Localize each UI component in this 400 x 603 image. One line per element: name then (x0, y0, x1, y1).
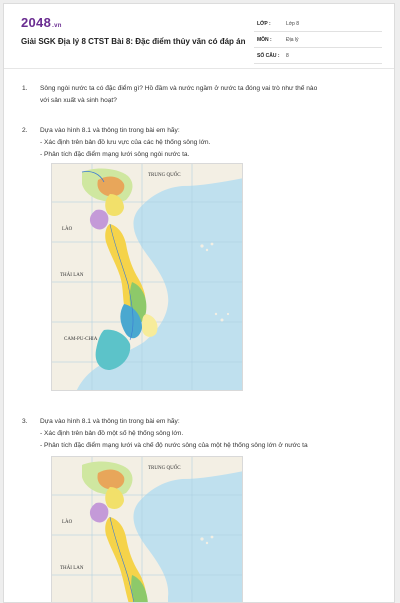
meta-value: Địa lý (286, 37, 299, 43)
vietnam-map-image (52, 164, 243, 391)
map-label-laos: LÀO (62, 227, 73, 232)
logo-tld: .vn (52, 23, 62, 29)
document-page (3, 3, 395, 603)
river-map-figure-q2 (51, 163, 243, 391)
document-header (4, 4, 394, 68)
site-logo[interactable] (21, 15, 62, 30)
map-label-laos: LÀO (62, 520, 73, 525)
meta-row-count (254, 48, 382, 64)
vietnam-map-image (52, 457, 243, 603)
meta-value: 8 (286, 53, 289, 59)
question-text (40, 416, 382, 452)
meta-row-grade (254, 16, 382, 32)
question-line: Sông ngòi nước ta có đặc điểm gì? Hồ đầm và nước ngầm ở nước ta đóng vai trò như thế nào (40, 85, 318, 92)
meta-key: LỚP : (257, 21, 271, 27)
document-title: Giải SGK Địa lý 8 CTST Bài 8: Đặc điểm thủy văn có đáp án (21, 37, 246, 46)
question-line: Dựa vào hình 8.1 và thông tin trong bài em hãy: (40, 127, 180, 134)
question-line: - Xác định trên bản đồ lưu vực của các hệ thống sông lớn. (40, 139, 211, 146)
question-line: - Phân tích đặc điểm mạng lưới sông ngòi nước ta. (40, 151, 190, 158)
meta-key: MÔN : (257, 37, 272, 43)
logo-text: 2048 (21, 15, 52, 30)
river-map-figure-q3 (51, 456, 243, 603)
question-text (40, 83, 382, 107)
question-text (40, 125, 382, 161)
map-label-cambodia: CAM-PU-CHIA (64, 337, 98, 342)
question-number: 3. (22, 418, 28, 425)
question-number: 1. (22, 85, 28, 92)
meta-key: SỐ CÂU : (257, 53, 280, 59)
map-label-thailand: THÁI LAN (60, 566, 84, 571)
map-label-china: TRUNG QUỐC (148, 466, 181, 471)
question-line: Dựa vào hình 8.1 và thông tin trong bài em hãy: (40, 418, 180, 425)
meta-value: Lớp 8 (286, 21, 300, 27)
question-line: - Xác định trên bản đồ một số hệ thống sông lớn. (40, 430, 184, 437)
question-line: - Phân tích đặc điểm mạng lưới và chế độ nước sông của một hệ thống sông lớn ở nước ta (40, 442, 308, 449)
map-label-thailand: THÁI LAN (60, 273, 84, 278)
question-number: 2. (22, 127, 28, 134)
meta-row-subject (254, 32, 382, 48)
meta-table (254, 16, 382, 64)
question-line: với sản xuất và sinh hoạt? (40, 97, 117, 104)
header-divider (4, 68, 394, 69)
map-label-china: TRUNG QUỐC (148, 173, 181, 178)
